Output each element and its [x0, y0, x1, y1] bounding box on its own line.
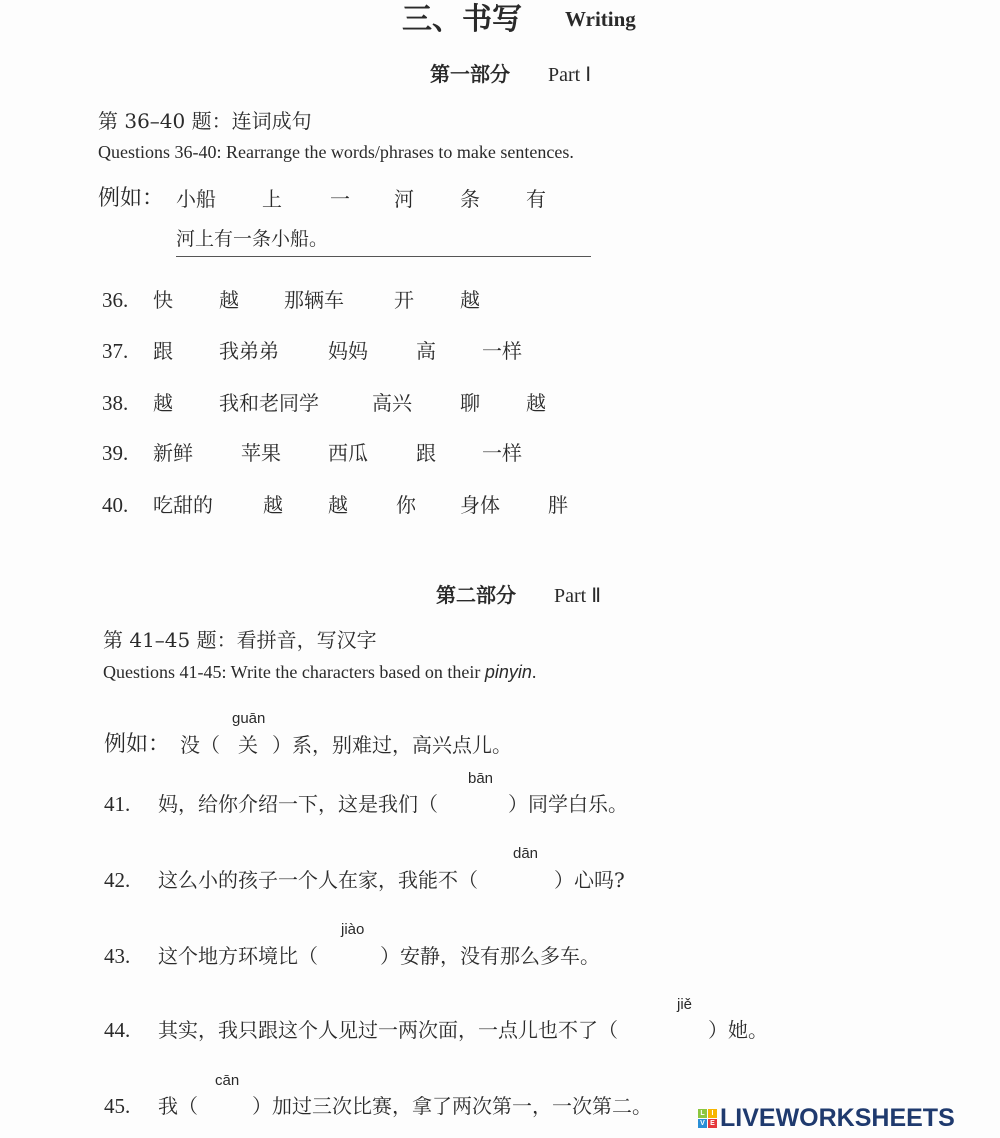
example-answer: 河上有一条小船。	[176, 228, 329, 250]
live-badge-icon	[698, 1109, 717, 1128]
part2-instruction-en	[103, 663, 536, 681]
example-word: 有	[526, 187, 546, 211]
word: 苹果	[241, 441, 281, 465]
part2-heading-en: Part Ⅱ	[554, 585, 602, 607]
question-number: 39.	[102, 441, 129, 465]
sentence-before: 没（	[180, 733, 220, 757]
part1-heading-cn: 第一部分	[430, 62, 510, 86]
instr-pinyin: pinyin	[484, 662, 532, 682]
word: 你	[396, 493, 416, 517]
sentence-before: 妈，给你介绍一下，这是我们（	[158, 792, 438, 816]
sentence-after: ）同学白乐。	[508, 792, 628, 816]
example-word: 河	[394, 187, 414, 211]
answer-line	[176, 256, 591, 257]
example-word: 小船	[176, 187, 216, 211]
pinyin: bān	[468, 770, 494, 787]
pinyin: dān	[513, 845, 539, 862]
example-word: 上	[262, 187, 282, 211]
word: 那辆车	[284, 288, 344, 312]
word: 胖	[548, 493, 568, 517]
word: 我和老同学	[219, 391, 319, 415]
sentence-after: ）系，别难过，高兴点儿。	[272, 733, 512, 757]
sentence-before: 我（	[158, 1094, 198, 1118]
badge-letter: V	[698, 1119, 707, 1128]
part2-instruction-cn: 第 41–45 题：看拼音，写汉字	[103, 628, 377, 652]
pinyin: jiě	[677, 996, 693, 1013]
liveworksheets-logo	[698, 1104, 955, 1133]
word: 越	[328, 493, 348, 517]
question-number: 43.	[104, 944, 131, 968]
word: 一样	[482, 339, 522, 363]
question-number: 37.	[102, 339, 129, 363]
question-number: 44.	[104, 1018, 131, 1042]
part1-instruction-cn: 第 36–40 题：连词成句	[98, 109, 312, 133]
part2-heading-cn: 第二部分	[436, 583, 516, 607]
pinyin: cān	[215, 1072, 240, 1089]
pinyin: jiào	[341, 921, 365, 938]
example-word: 一	[330, 187, 350, 211]
word: 妈妈	[328, 339, 368, 363]
question-number: 38.	[102, 391, 129, 415]
word: 我弟弟	[219, 339, 279, 363]
example-label: 例如：	[98, 186, 165, 211]
word: 越	[460, 288, 480, 312]
sentence-after: ）加过三次比赛，拿了两次第一，一次第二。	[252, 1094, 652, 1118]
word: 越	[263, 493, 283, 517]
word: 跟	[153, 339, 173, 363]
word: 吃甜的	[153, 493, 213, 517]
sentence-after: ）她。	[708, 1018, 768, 1042]
example-answer: 关	[238, 733, 258, 757]
word: 聊	[460, 391, 480, 415]
sentence-after: ）心吗?	[554, 868, 625, 892]
question-number: 40.	[102, 493, 129, 517]
part1-heading-en: Part Ⅰ	[548, 64, 592, 86]
word: 越	[153, 391, 173, 415]
word: 越	[219, 288, 239, 312]
word: 一样	[482, 441, 522, 465]
question-number: 45.	[104, 1094, 131, 1118]
question-number: 42.	[104, 868, 131, 892]
badge-letter: I	[708, 1109, 717, 1118]
example-label: 例如：	[104, 732, 171, 757]
sentence-before: 这个地方环境比（	[158, 944, 318, 968]
word: 身体	[460, 493, 500, 517]
badge-letter: E	[708, 1119, 717, 1128]
question-number: 41.	[104, 792, 131, 816]
word: 高兴	[372, 391, 412, 415]
word: 快	[153, 288, 173, 312]
section-title-en: Writing	[565, 7, 636, 31]
instr-text: Questions 41-45: Write the characters based on their	[103, 662, 485, 682]
section-title-cn: 三、书写	[402, 2, 522, 37]
question-number: 36.	[102, 288, 129, 312]
badge-letter: L	[698, 1109, 707, 1118]
instr-text: .	[531, 662, 537, 682]
word: 开	[394, 288, 414, 312]
word: 跟	[416, 441, 436, 465]
pinyin: guān	[232, 710, 266, 727]
word: 高	[416, 339, 436, 363]
example-word: 条	[460, 187, 480, 211]
word: 越	[526, 391, 546, 415]
word: 西瓜	[328, 441, 368, 465]
sentence-before: 这么小的孩子一个人在家，我能不（	[158, 868, 478, 892]
sentence-after: ）安静，没有那么多车。	[380, 944, 600, 968]
word: 新鲜	[153, 441, 193, 465]
logo-text: LIVEWORKSHEETS	[720, 1104, 955, 1132]
sentence-before: 其实，我只跟这个人见过一两次面，一点儿也不了（	[158, 1018, 618, 1042]
part1-instruction-en: Questions 36-40: Rearrange the words/phrases to make sentences.	[98, 142, 574, 162]
